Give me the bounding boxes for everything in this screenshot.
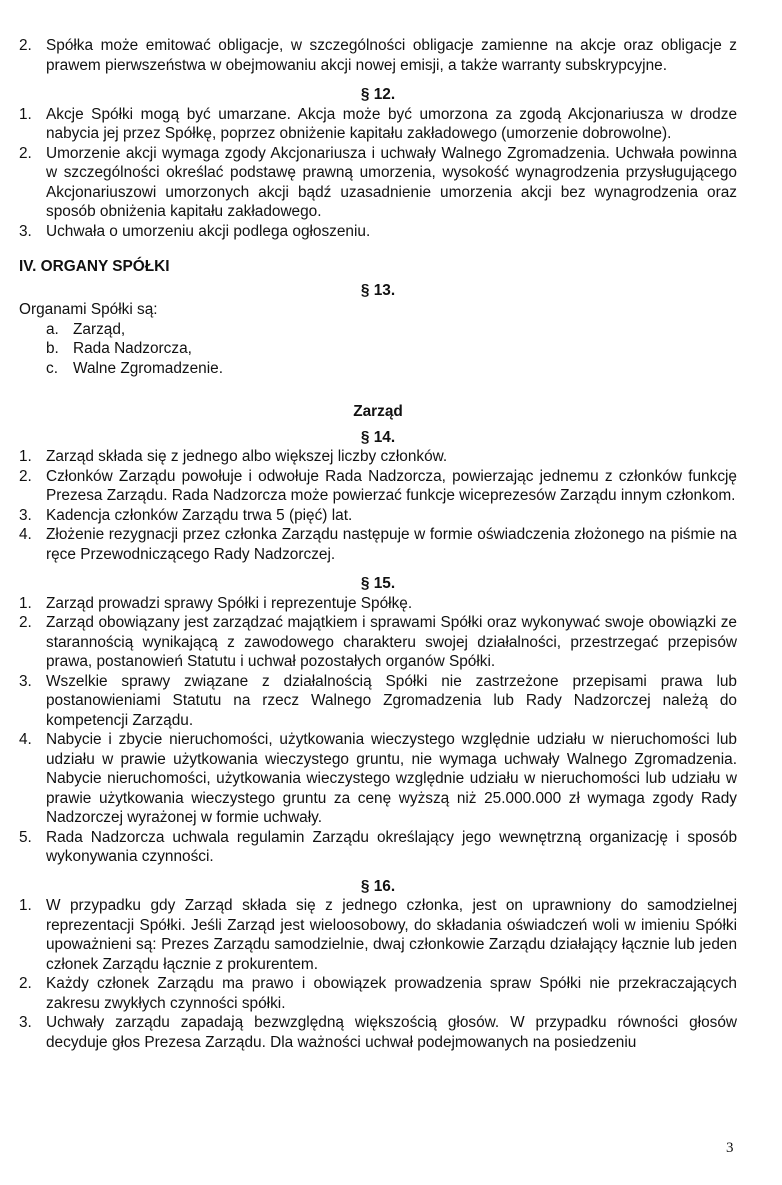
paragraph-13-lead: Organami Spółki są: bbox=[19, 301, 158, 318]
item-letter: b. bbox=[46, 340, 59, 357]
list-item bbox=[46, 320, 737, 340]
item-text: Zarząd obowiązany jest zarządzać majątkiem i sprawami Spółki oraz wykonywać swoje obowiązki ze starannością wynikającą z zawodowego charakteru swojej działalności, przestrzegać przepisów prawa, postanowień Statutu i uchwał pozostałych organów Spółki. bbox=[46, 614, 737, 670]
paragraph-14-list bbox=[19, 447, 737, 564]
item-text: Umorzenie akcji wymaga zgody Akcjonariusza i uchwały Walnego Zgromadzenia. Uchwała powinna w szczególności określać podstawę prawną umorzenia, wysokość wynagrodzenia przysługującego Akcjonariuszowi umorzonych akcji bądź uzasadnienie umorzenia akcji bez wynagrodzenia oraz sposób obniżenia kapitału zakładowego. bbox=[46, 144, 737, 220]
item-number: 3. bbox=[19, 672, 32, 690]
paragraph-heading-16: § 16. bbox=[360, 877, 396, 895]
list-item bbox=[46, 339, 737, 359]
list-item bbox=[19, 974, 737, 1013]
list-item bbox=[19, 506, 737, 526]
item-number: 1. bbox=[19, 594, 32, 612]
item-number: 5. bbox=[19, 828, 32, 846]
item-text: Spółka może emitować obligacje, w szczególności obligacje zamienne na akcje oraz obligacje z prawem pierwszeństwa w obejmowaniu akcji nowej emisji, a także warranty subskrypcyjne. bbox=[46, 37, 737, 74]
page-number: 3 bbox=[726, 1140, 734, 1156]
list-item bbox=[19, 36, 737, 75]
item-text: Kadencja członków Zarządu trwa 5 (pięć) lat. bbox=[46, 506, 353, 524]
list-item bbox=[19, 467, 737, 506]
list-item bbox=[19, 730, 737, 828]
list-item bbox=[19, 447, 737, 467]
section-title: IV. ORGANY SPÓŁKI bbox=[19, 258, 170, 275]
list-item bbox=[19, 828, 737, 867]
item-number: 1. bbox=[19, 105, 32, 123]
item-number: 2. bbox=[19, 614, 32, 631]
item-text: Członków Zarządu powołuje i odwołuje Rada Nadzorcza, powierzając jednemu z członków funkcję Prezesa Zarządu. Rada Nadzorcza może powierzać funkcje wiceprezesów Zarządu innym członkom. bbox=[46, 467, 737, 504]
list-item bbox=[19, 222, 737, 242]
paragraph-12-list bbox=[19, 105, 737, 242]
item-text: Nabycie i zbycie nieruchomości, użytkowania wieczystego względnie udziału w nieruchomości lub udziału w prawie użytkowania wieczystego gruntu, nie wymaga uchwały Walnego Zgromadzenia. Nabycie nieruchomości, użytkowania wieczystego względnie udziału w nieruchomości lub udziału w prawie użytkowania wieczystego gruntu za cenę wyższą niż 25.000.000 zł wymaga zgody Rady Nadzorczej wyrażonej w formie uchwały. bbox=[46, 731, 737, 826]
item-number: 1. bbox=[19, 448, 32, 465]
paragraph-15-list bbox=[19, 594, 737, 867]
item-number: 3. bbox=[19, 222, 32, 240]
item-text: Rada Nadzorcza uchwala regulamin Zarządu określający jego wewnętrzną organizację i sposób wykonywania czynności. bbox=[46, 828, 737, 865]
paragraph-heading-12: § 12. bbox=[360, 86, 396, 103]
list-item bbox=[19, 1013, 737, 1052]
list-item bbox=[19, 613, 737, 672]
list-item bbox=[46, 359, 737, 379]
item-text: Walne Zgromadzenie. bbox=[73, 359, 223, 377]
item-number: 2. bbox=[19, 467, 32, 485]
paragraph-heading-13: § 13. bbox=[360, 281, 396, 299]
item-number: 4. bbox=[19, 526, 32, 543]
paragraph-heading-15: § 15. bbox=[360, 575, 396, 592]
item-number: 3. bbox=[19, 506, 32, 524]
item-number: 4. bbox=[19, 731, 32, 748]
list-item bbox=[19, 144, 737, 222]
item-number: 2. bbox=[19, 975, 32, 992]
item-text: Uchwała o umorzeniu akcji podlega ogłoszeniu. bbox=[46, 222, 371, 240]
list-item bbox=[19, 525, 737, 564]
item-text: Zarząd składa się z jednego albo większej liczby członków. bbox=[46, 448, 448, 465]
paragraph-heading-14: § 14. bbox=[360, 428, 396, 446]
item-text: Każdy członek Zarządu ma prawo i obowiązek prowadzenia spraw Spółki nie przekraczających zakresu zwykłych czynności spółki. bbox=[46, 975, 737, 1012]
item-text: W przypadku gdy Zarząd składa się z jednego członka, jest on uprawniony do samodzielnej reprezentacji Spółki. Jeśli Zarząd jest wieloosobowy, do składania oświadczeń woli w imieniu Spółki upoważnieni są: Prezes Zarządu samodzielnie, dwaj członkowie Zarządu działający łącznie lub jeden członek Zarządu łącznie z prokurentem. bbox=[46, 897, 737, 973]
item-number: 3. bbox=[19, 1014, 32, 1031]
item-number: 2. bbox=[19, 37, 32, 54]
intro-list bbox=[19, 36, 737, 75]
item-text: Zarząd prowadzi sprawy Spółki i reprezentuje Spółkę. bbox=[46, 594, 413, 612]
item-text: Akcje Spółki mogą być umarzane. Akcja może być umorzona za zgodą Akcjonariusza w drodze nabycia jej przez Spółkę, poprzez obniżenie kapitału zakładowego (umorzenie dobrowolne). bbox=[46, 105, 737, 142]
item-text: Złożenie rezygnacji przez członka Zarządu następuje w formie oświadczenia złożonego na piśmie na ręce Przewodniczącego Rady Nadzorczej. bbox=[46, 526, 737, 563]
list-item bbox=[19, 594, 737, 614]
paragraph-16-list bbox=[19, 896, 737, 1052]
item-number: 2. bbox=[19, 144, 32, 162]
item-letter: a. bbox=[46, 320, 59, 338]
list-item bbox=[19, 672, 737, 731]
document-page bbox=[19, 36, 737, 1052]
subsection-heading-zarzad: Zarząd bbox=[353, 403, 403, 420]
item-text: Uchwały zarządu zapadają bezwzględną większością głosów. W przypadku równości głosów decyduje głos Prezesa Zarządu. Dla ważności uchwał podejmowanych na posiedzeniu bbox=[46, 1014, 737, 1051]
item-number: 1. bbox=[19, 897, 32, 914]
paragraph-13-list bbox=[19, 320, 737, 379]
item-text: Wszelkie sprawy związane z działalnością Spółki nie zastrzeżone przepisami prawa lub postanowieniami Statutu na rzecz Walnego Zgromadzenia lub Rady Nadzorczej należą do kompetencji Zarządu. bbox=[46, 672, 737, 729]
item-letter: c. bbox=[46, 359, 58, 377]
item-text: Rada Nadzorcza, bbox=[73, 340, 192, 357]
list-item bbox=[19, 105, 737, 144]
item-text: Zarząd, bbox=[73, 320, 126, 338]
list-item bbox=[19, 896, 737, 974]
